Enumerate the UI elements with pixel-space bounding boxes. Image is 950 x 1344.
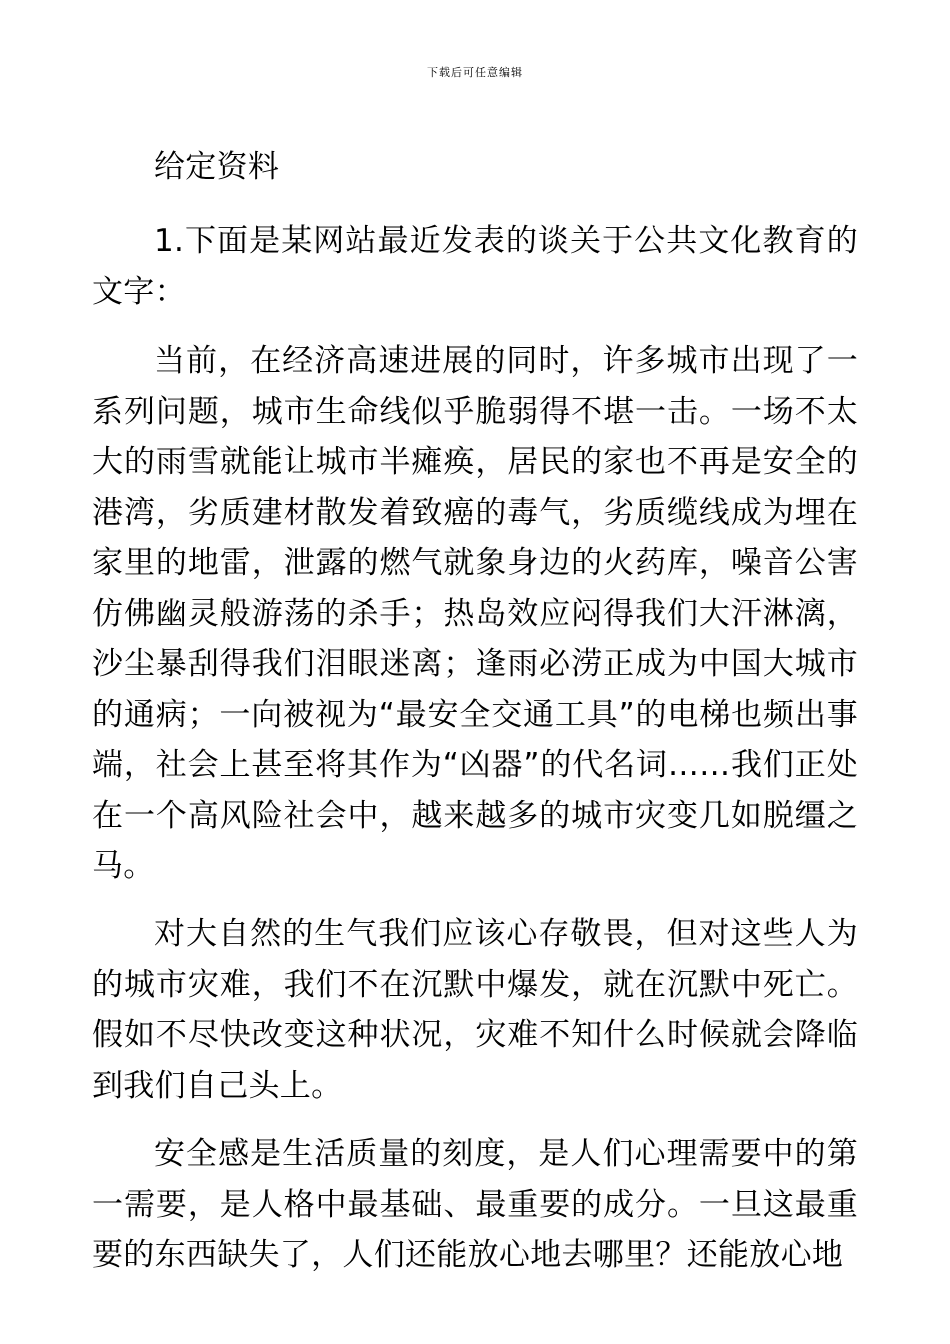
paragraph-block-3 — [92, 909, 858, 1111]
paragraph: 1.下面是某网站最近发表的谈关于公共文化教育的文字： — [92, 223, 858, 310]
section-title-block — [92, 142, 858, 193]
paragraph: 当前，在经济高速进展的同时，许多城市出现了一系列问题，城市生命线似乎脆弱得不堪一击。一场不太大的雨雪就能让城市半瘫痪，居民的家也不再是安全的港湾，劣质建材散发着致癌的毒气，劣质缆线成为埋在家里的地雷，泄露的燃气就象身边的火药库，噪音公害仿佛幽灵般游荡的杀手；热岛效应闷得我们大汗淋漓，沙尘暴刮得我们泪眼迷离；逢雨必涝正成为中国大城市的通病；一向被视为“最安全交通工具”的电梯也频出事端，社会上甚至将其作为“凶器”的代名词……我们正处在一个高风险社会中，越来越多的城市灾变几如脱缰之马。 — [92, 343, 858, 884]
paragraph-block-2 — [92, 336, 858, 892]
section-title: 给定资料 — [154, 149, 280, 185]
paragraph: 对大自然的生气我们应该心存敬畏，但对这些人为的城市灾难，我们不在沉默中爆发，就在沉默中死亡。假如不尽快改变这种状况，灾难不知什么时候就会降临到我们自己头上。 — [92, 916, 858, 1104]
header-note: 下载后可任意编辑 — [427, 66, 523, 79]
paragraph-block-4 — [92, 1129, 858, 1281]
paragraph-block-1 — [92, 216, 858, 317]
paragraph: 安全感是生活质量的刻度，是人们心理需要中的第一需要，是人格中最基础、最重要的成分。一旦这最重要的东西缺失了，人们还能放心地去哪里？还能放心地 — [92, 1136, 858, 1273]
